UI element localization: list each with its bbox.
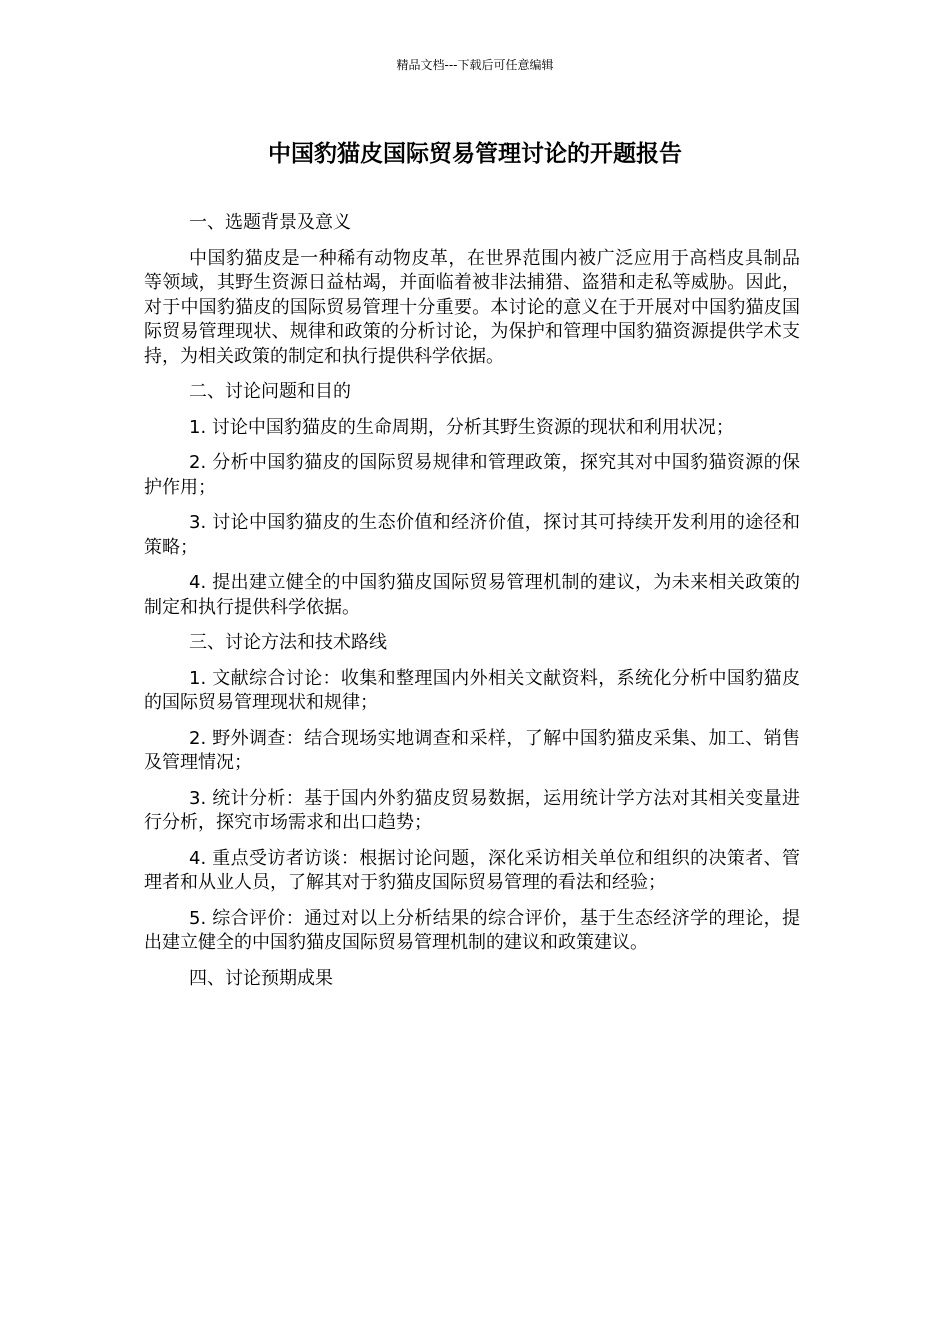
page-header: 精品文档---下载后可任意编辑 xyxy=(396,58,554,72)
list-item-method-5: 5. 综合评价：通过对以上分析结果的综合评价，基于生态经济学的理论，提出建立健全的中国豹猫皮国际贸易管理机制的建议和政策建议。 xyxy=(144,907,800,953)
list-item-question-4: 4. 提出建立健全的中国豹猫皮国际贸易管理机制的建议，为未来相关政策的制定和执行提供科学依据。 xyxy=(144,572,800,618)
section-heading-outcomes: 四、讨论预期成果 xyxy=(189,967,333,989)
section-heading-background: 一、选题背景及意义 xyxy=(189,212,351,233)
list-item-question-3: 3. 讨论中国豹猫皮的生态价值和经济价值，探讨其可持续开发利用的途径和策略； xyxy=(144,512,800,558)
list-item-method-3: 3. 统计分析：基于国内外豹猫皮贸易数据，运用统计学方法对其相关变量进行分析，探究市场需求和出口趋势； xyxy=(144,787,800,833)
list-item-question-2: 2. 分析中国豹猫皮的国际贸易规律和管理政策，探究其对中国豹猫资源的保护作用； xyxy=(144,452,800,498)
section-heading-methods: 三、讨论方法和技术路线 xyxy=(189,632,387,653)
paragraph-background: 中国豹猫皮是一种稀有动物皮革，在世界范围内被广泛应用于高档皮具制品等领域，其野生资源日益枯竭，并面临着被非法捕猎、盗猎和走私等威胁。因此，对于中国豹猫皮的国际贸易管理十分重要。本讨论的意义在于开展对中国豹猫皮国际贸易管理现状、规律和政策的分析讨论，为保护和管理中国豹猫资源提供学术支持，为相关政策的制定和执行提供科学依据。 xyxy=(144,247,800,367)
section-heading-questions: 二、讨论问题和目的 xyxy=(189,381,351,402)
list-item-method-2: 2. 野外调查：结合现场实地调查和采样，了解中国豹猫皮采集、加工、销售及管理情况； xyxy=(144,727,800,773)
document-body xyxy=(144,211,800,1002)
list-item-method-4: 4. 重点受访者访谈：根据讨论问题，深化采访相关单位和组织的决策者、管理者和从业人员，了解其对于豹猫皮国际贸易管理的看法和经验； xyxy=(144,847,800,893)
document-title: 中国豹猫皮国际贸易管理讨论的开题报告 xyxy=(268,141,682,167)
list-item-method-1: 1. 文献综合讨论：收集和整理国内外相关文献资料，系统化分析中国豹猫皮的国际贸易管理现状和规律； xyxy=(144,667,800,713)
list-item-question-1: 1. 讨论中国豹猫皮的生命周期，分析其野生资源的现状和利用状况； xyxy=(189,416,734,438)
